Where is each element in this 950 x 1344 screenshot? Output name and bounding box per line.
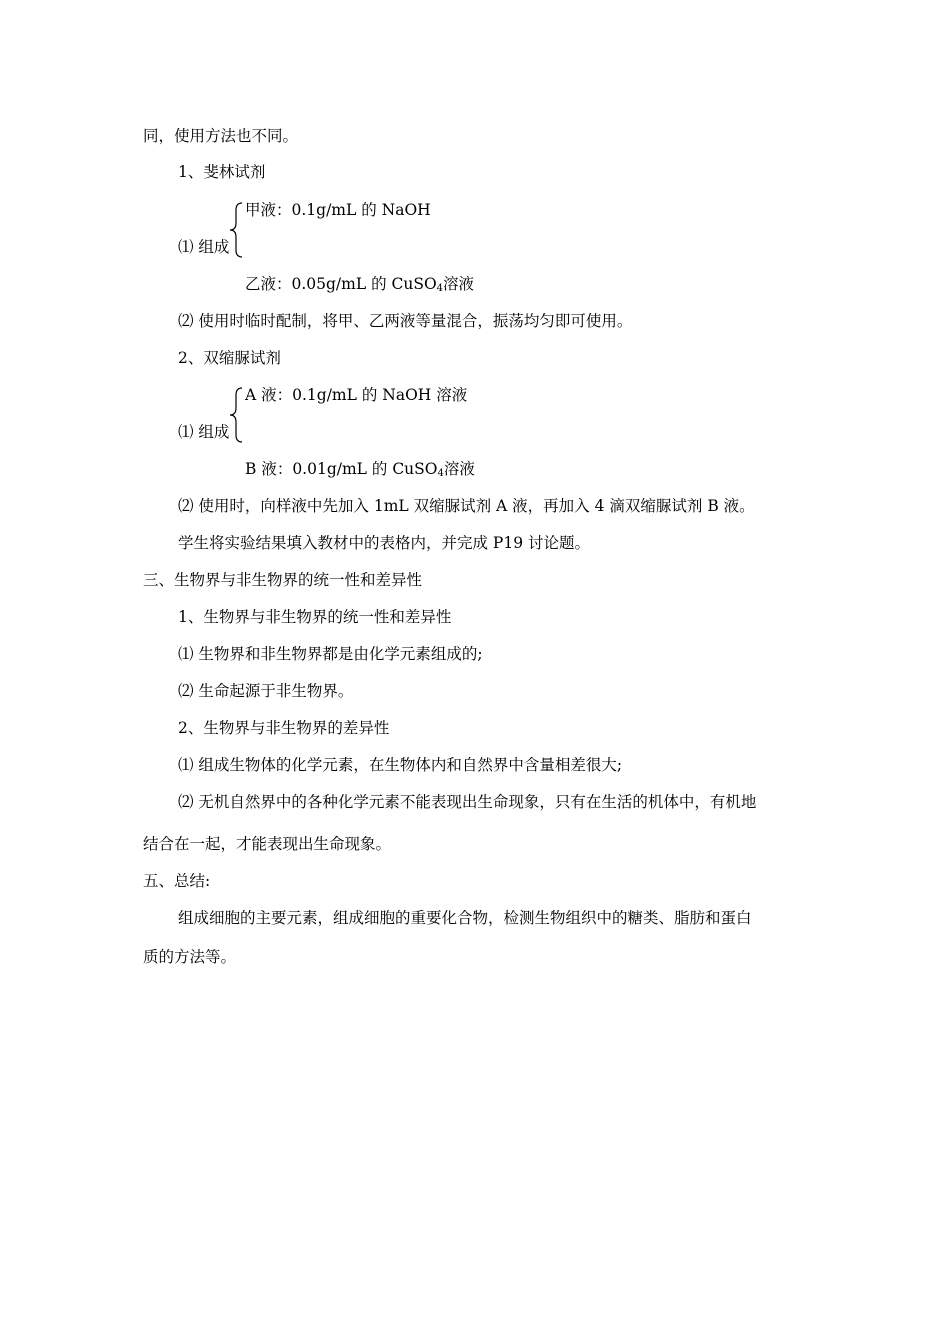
paragraph-continuation: 同，使用方法也不同。	[143, 127, 299, 145]
subheading-unity: 1、生物界与非生物界的统一性和差异性	[178, 608, 452, 626]
fehling-solution-b: 乙液：0.05g/mL 的 CuSO$_4$溶液	[245, 275, 475, 294]
section-five-heading: 五、总结:	[143, 872, 211, 890]
biuret-composition-label: ⑴ 组成	[178, 423, 230, 441]
biuret-usage: ⑵ 使用时，向样液中先加入 1mL 双缩脲试剂 A 液，再加入 4 滴双缩脲试剂 B 液。	[178, 497, 755, 515]
summary-paragraph-continued: 质的方法等。	[143, 948, 237, 966]
heading-biuret-reagent: 2、双缩脲试剂	[178, 349, 281, 367]
difference-point-2: ⑵ 无机自然界中的各种化学元素不能表现出生命现象，只有在生活的机体中，有机地	[178, 793, 757, 811]
student-task: 学生将实验结果填入教材中的表格内，并完成 P19 讨论题。	[178, 534, 591, 552]
difference-point-1: ⑴ 组成生物体的化学元素，在生物体内和自然界中含量相差很大;	[178, 756, 623, 774]
fehling-composition-label: ⑴ 组成	[178, 238, 230, 256]
heading-fehling-reagent: 1、斐林试剂	[178, 163, 266, 181]
difference-point-2-continued: 结合在一起，才能表现出生命现象。	[143, 835, 392, 853]
fehling-solution-a: 甲液：0.1g/mL 的 NaOH	[245, 201, 431, 219]
brace-biuret	[228, 386, 244, 444]
brace-fehling	[228, 201, 244, 259]
section-three-heading: 三、生物界与非生物界的统一性和差异性	[143, 571, 423, 589]
biuret-solution-a: A 液：0.1g/mL 的 NaOH 溶液	[245, 386, 468, 404]
fehling-usage: ⑵ 使用时临时配制，将甲、乙两液等量混合，振荡均匀即可使用。	[178, 312, 633, 330]
subheading-difference: 2、生物界与非生物界的差异性	[178, 719, 390, 737]
summary-paragraph: 组成细胞的主要元素，组成细胞的重要化合物，检测生物组织中的糖类、脂肪和蛋白	[178, 909, 752, 927]
unity-point-2: ⑵ 生命起源于非生物界。	[178, 682, 354, 700]
biuret-solution-b: B 液：0.01g/mL 的 CuSO$_4$溶液	[245, 460, 475, 479]
unity-point-1: ⑴ 生物界和非生物界都是由化学元素组成的;	[178, 645, 483, 663]
